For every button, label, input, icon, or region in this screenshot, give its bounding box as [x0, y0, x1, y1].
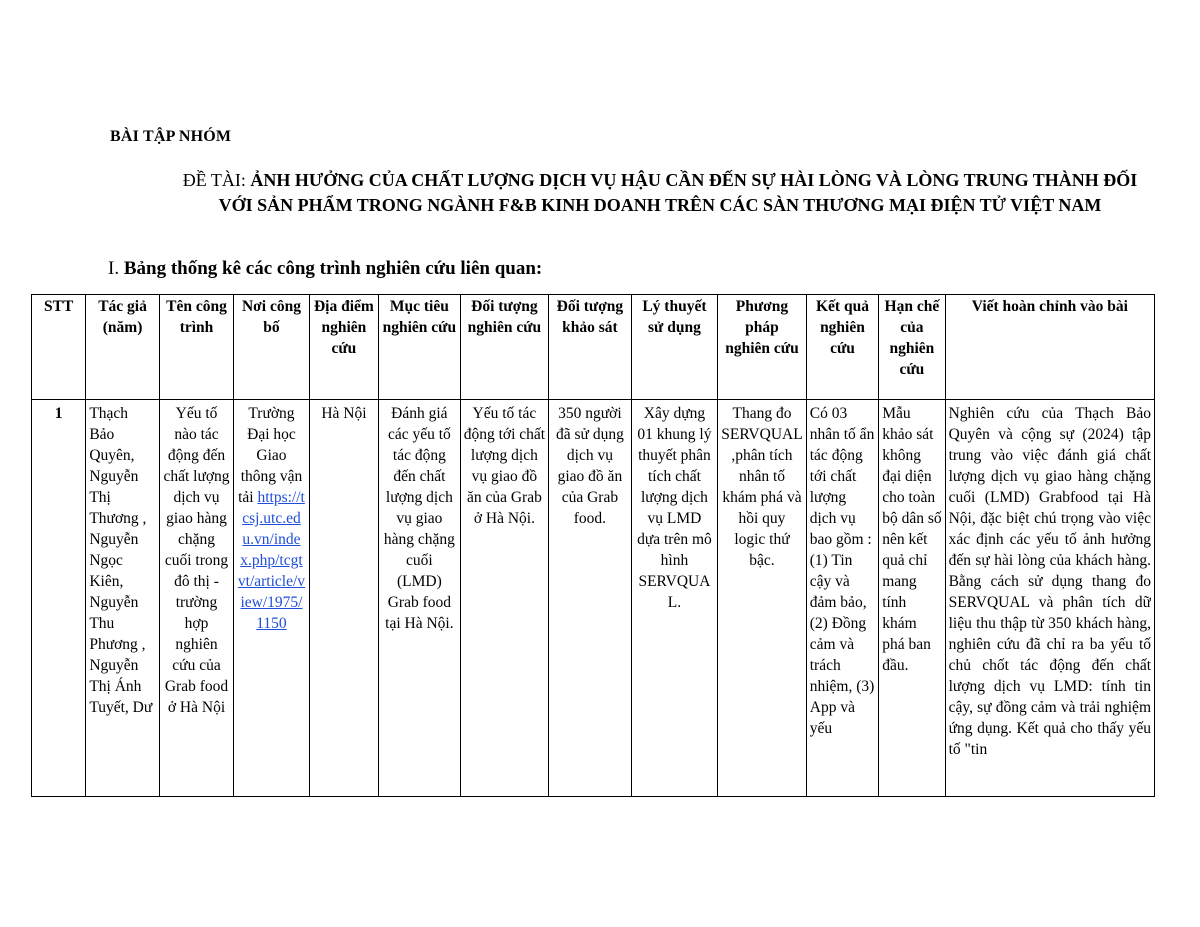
cell-subject: Yếu tố tác động tới chất lượng dịch vụ giao đồ ăn của Grab ở Hà Nội. [460, 400, 549, 797]
topic-prefix: ĐỀ TÀI: [182, 170, 246, 190]
cell-author: Thạch Bảo Quyên, Nguyễn Thị Thương , Nguyễn Ngọc Kiên, Nguyễn Thu Phương , Nguyễn Thị Ánh Tuyết, Dư [86, 400, 159, 797]
header-method: Phương pháp nghiên cứu [718, 295, 807, 400]
header-venue: Nơi công bố [234, 295, 309, 400]
cell-objective: Đánh giá các yếu tố tác động đến chất lượng dịch vụ giao hàng chặng cuối (LMD) Grab food tại Hà Nội. [379, 400, 461, 797]
header-location: Địa điểm nghiên cứu [309, 295, 378, 400]
section-number: I. [108, 258, 120, 279]
cell-theory: Xây dựng 01 khung lý thuyết phân tích chất lượng dịch vụ LMD dựa trên mô hình SERVQUAL. [631, 400, 718, 797]
cell-location: Hà Nội [309, 400, 378, 797]
header-survey: Đối tượng khảo sát [549, 295, 632, 400]
literature-table [31, 294, 1155, 797]
header-subject: Đối tượng nghiên cứu [460, 295, 549, 400]
cell-stt: 1 [32, 400, 86, 797]
header-limits: Hạn chế của nghiên cứu [879, 295, 945, 400]
table-header-row [32, 295, 1155, 400]
cell-title: Yếu tố nào tác động đến chất lượng dịch vụ giao hàng chặng cuối trong đô thị - trường hợp nghiên cứu của Grab food ở Hà Nội [159, 400, 233, 797]
cell-results: Có 03 nhân tố ẩn tác động tới chất lượng dịch vụ bao gồm : (1) Tin cậy và đảm bảo, (2) Đồng cảm và trách nhiệm, (3) App và yếu [806, 400, 878, 797]
header-author: Tác giả (năm) [86, 295, 159, 400]
cell-venue [234, 400, 309, 797]
section-title [108, 258, 542, 280]
venue-link[interactable]: https://tcsj.utc.edu.vn/index.php/tcgtvt/article/view/1975/1150 [237, 489, 306, 632]
section-title-text: Bảng thống kê các công trình nghiên cứu liên quan: [123, 258, 543, 279]
header-results: Kết quả nghiên cứu [806, 295, 878, 400]
topic-text: ẢNH HƯỞNG CỦA CHẤT LƯỢNG DỊCH VỤ HẬU CẦN ĐẾN SỰ HÀI LÒNG VÀ LÒNG TRUNG THÀNH ĐỐI VỚI SẢN PHẨM TRONG NGÀNH F&B KINH DOANH TRÊN CÁC SÀN THƯƠNG MẠI ĐIỆN TỬ VIỆT NAM [218, 170, 1138, 215]
cell-method: Thang đo SERVQUAL,phân tích nhân tố khám phá và hồi quy logic thứ bậc. [718, 400, 807, 797]
assignment-heading: BÀI TẬP NHÓM [110, 128, 232, 145]
topic-title [180, 168, 1140, 218]
header-title: Tên công trình [159, 295, 233, 400]
cell-limits: Mẫu khảo sát không đại diện cho toàn bộ dân số nên kết quả chỉ mang tính khám phá ban đầu. [879, 400, 945, 797]
header-writeup: Viết hoàn chỉnh vào bài [945, 295, 1154, 400]
header-stt: STT [32, 295, 86, 400]
header-theory: Lý thuyết sử dụng [631, 295, 718, 400]
venue-text: Trường Đại học Giao thông vận tải [238, 405, 303, 506]
header-objective: Mục tiêu nghiên cứu [379, 295, 461, 400]
cell-writeup: Nghiên cứu của Thạch Bảo Quyên và cộng sự (2024) tập trung vào việc đánh giá chất lượng dịch vụ giao hàng chặng cuối (LMD) Grabfood tại Hà Nội, đặc biệt chú trọng vào việc xác định các yếu tố ảnh hưởng đến sự hài lòng của khách hàng. Bằng cách sử dụng thang đo SERVQUAL và phân tích dữ liệu thu thập từ 350 khách hàng, nghiên cứu đã chỉ ra ba yếu tố chủ chốt tác động đến chất lượng dịch vụ LMD: tính tin cậy, sự đồng cảm và trải nghiệm ứng dụng. Kết quả cho thấy yếu tố "tin [945, 400, 1154, 797]
table-row [32, 400, 1155, 797]
cell-survey: 350 người đã sử dụng dịch vụ giao đồ ăn của Grab food. [549, 400, 632, 797]
